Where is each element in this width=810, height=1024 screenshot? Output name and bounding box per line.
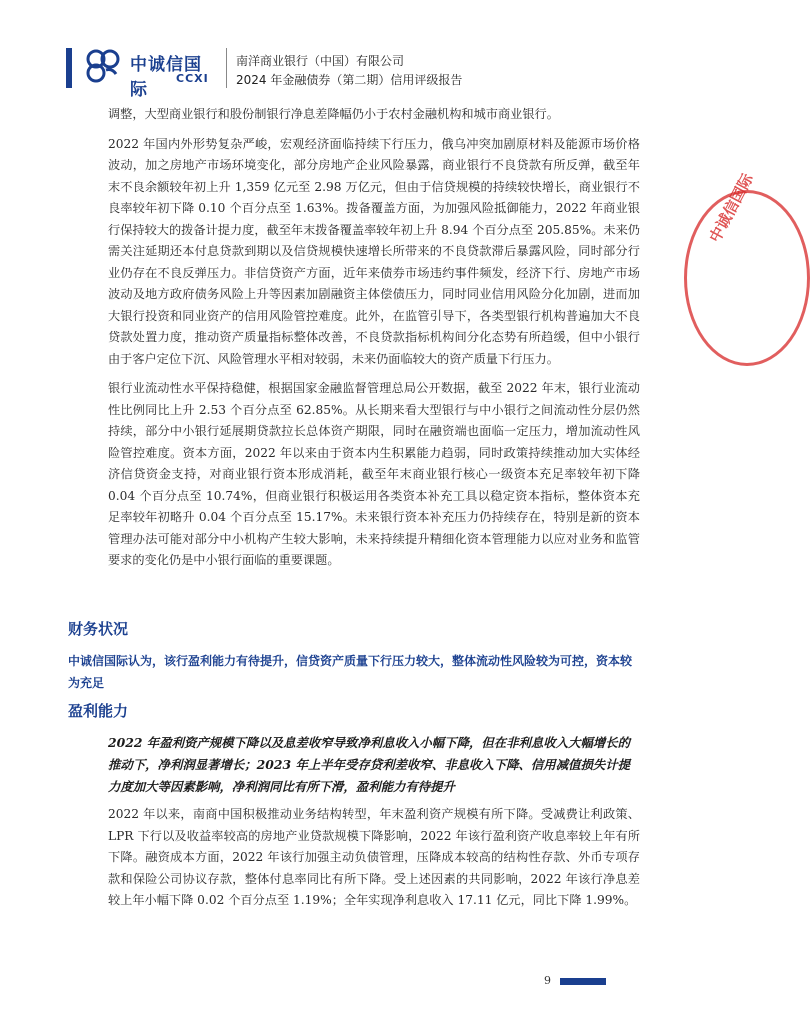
section-title-profitability: 盈利能力	[68, 702, 129, 720]
profitability-highlight: 2022 年盈利资产规模下降以及息差收窄导致净利息收入小幅下降，但在非利息收入大幅增长的推动下，净利润显著增长；2023 年上半年受存贷利差收窄、非息收入下降、信用减值损失计提力度加大等因素影响，净利润同比有所下滑，盈利能力有待提升	[108, 735, 631, 794]
page-number: 9	[544, 974, 551, 987]
profitability-paragraph: 2022 年以来，南商中国积极推动业务结构转型，年末盈利资产规模有所下降。受减费让利政策、LPR 下行以及收益率较高的房地产业贷款规模下降影响，2022 年该行盈利资产收息率较上年有所下降。融资成本方面，2022 年该行加强主动负债管理，压降成本较高的结构性存款、外币专项存款和保险公司协议存款，整体付息率同比有所下降。受上述因素的共同影响，2022 年该行净息差较上年小幅下降 0.02 个百分点至 1.19%；全年实现净利息收入 17.11 亿元，同比下降 1.99%。	[108, 807, 640, 907]
paragraph-2: 2022 年国内外形势复杂严峻，宏观经济面临持续下行压力，俄乌冲突加剧原材料及能源市场价格波动，加之房地产市场环境变化，部分房地产企业风险暴露，商业银行不良贷款有所反弹，截至年末不良余额较年初上升 1,359 亿元至 2.98 万亿元，但由于信贷规模的持续较快增长，商业银行不良率较年初下降 0.10 个百分点至 1.63%。拨备覆盖方面，为加强风险抵御能力，2022 年商业银行保持较大的拨备计提力度，截至年末拨备覆盖率较年初上升 8.94 个百分点至 205.85%。未来仍需关注延期还本付息贷款到期以及信贷规模快速增长所带来的不良贷款滞后暴露风险，同时部分行业仍存在不良反弹压力。非信贷资产方面，近年来债券市场违约事件频发，经济下行、房地产市场波动及地方政府债务风险上升等因素加剧融资主体偿债压力，同时同业信用风险分化加剧，进而加大银行投资和同业资产的信用风险管控难度。此外，在监管引导下，各类型银行机构普遍加大不良贷款处置力度，推动资产质量指标整体改善，不良贷款指标机构间分化态势有所趋缓，但中小银行由于客户定位下沉、风险管理水平相对较弱，未来仍面临较大的资产质量下行压力。	[108, 136, 640, 366]
footer-accent-bar	[560, 978, 606, 985]
profitability-text-block	[108, 804, 640, 912]
header-report-name: 2024 年金融债券（第二期）信用评级报告	[236, 73, 463, 87]
header-divider	[226, 48, 227, 88]
body-text-block	[108, 104, 640, 572]
logo-chinese-name: 中诚信国际	[130, 55, 202, 100]
header-accent-bar	[66, 48, 72, 88]
logo-english-name: CCXI	[176, 72, 209, 85]
section-title-financial-status: 财务状况	[68, 620, 129, 638]
header-company: 南洋商业银行（中国）有限公司	[236, 54, 405, 68]
section-summary: 中诚信国际认为，该行盈利能力有待提升，信贷资产质量下行压力较大，整体流动性风险较为可控，资本较为充足	[68, 654, 633, 690]
seal-text: 中诚信国际	[705, 170, 757, 246]
header-title	[236, 52, 462, 90]
logo-mark-icon	[84, 46, 126, 86]
official-seal-stamp	[684, 190, 810, 366]
paragraph-1: 调整，大型商业银行和股份制银行净息差降幅仍小于农村金融机构和城市商业银行。	[108, 107, 559, 121]
ccxi-logo	[84, 44, 214, 100]
paragraph-3: 银行业流动性水平保持稳健，根据国家金融监督管理总局公开数据，截至 2022 年末，银行业流动性比例同比上升 2.53 个百分点至 62.85%。从长期来看大型银行与中小银行之间流动性分层仍然持续，部分中小银行延展期贷款拉长总体资产期限，同时在融资端也面临一定压力，增加流动性风险管控难度。资本方面，2022 年以来由于资本内生积累能力趋弱，同时政策持续推动加大实体经济信贷资金支持，对商业银行资本形成消耗，截至年末商业银行核心一级资本充足率较年初下降 0.04 个百分点至 10.74%，但商业银行积极运用各类资本补充工具以稳定资本指标，整体资本充足率较年初略升 0.04 个百分点至 15.17%。未来银行资本补充压力仍持续存在，特别是新的资本管理办法可能对部分中小机构产生较大影响，未来持续提升精细化资本管理能力以应对业务和监管要求的变化仍是中小银行面临的重要课题。	[108, 381, 640, 567]
page-header	[0, 0, 724, 100]
